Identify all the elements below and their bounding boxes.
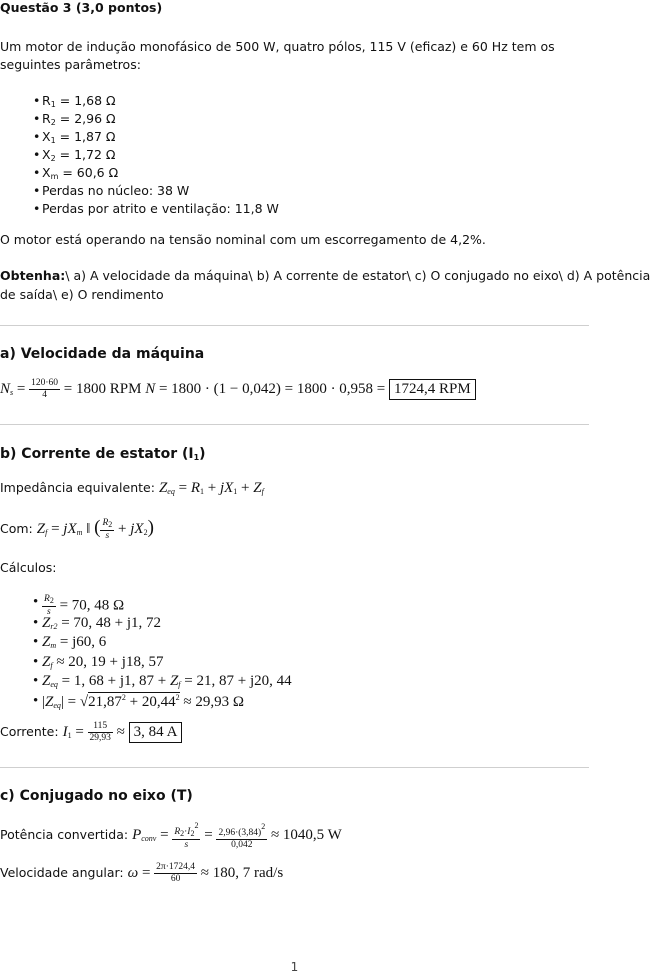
intro-paragraph: Um motor de indução monofásico de 500 W, quatro pólos, 115 V (eficaz) e 60 Hz tem os seguintes parâmetros: <box>0 39 555 72</box>
obtain-line-1: Obtenha:\ a) A velocidade da máquina\ b) A corrente de estator\ c) O conjugado no eixo\ d) A potência <box>0 268 650 283</box>
omega-equation: Velocidade angular: ω = $\frac{2\pi\cdot 1724,4}{60}$ ≈ 180, 7 rad/s <box>0 862 284 884</box>
current-result-box: 3, 84 A <box>129 722 183 743</box>
divider <box>0 325 589 326</box>
zf-equation: Com: $Z_f = jX_m$ ‖ ( $\frac{R_2}{s}$ + $jX_2$) <box>0 517 154 541</box>
obtain-line-2: de saída\ e) O rendimento <box>0 287 164 302</box>
current-equation: Corrente: $I_1$ = $\frac{115}{29,93}$ ≈ 3, 84 A <box>0 721 182 744</box>
calc-zm: • $Z_m = j60$, 6 <box>42 634 106 651</box>
divider <box>0 767 589 768</box>
impedance-equation: Impedância equivalente: $Z_{eq} = R_1 + jX_1 + Z_f$ <box>0 480 264 496</box>
param-core-loss: • Perdas no núcleo: 38 W <box>42 183 189 198</box>
calc-zr2: • $Z_{r2} = 70$, 48 + j1, 72 <box>42 615 161 632</box>
section-c-title: c) Conjugado no eixo (T) <box>0 788 193 804</box>
speed-result-box: 1724,4 RPM <box>389 379 476 400</box>
calculations-label: Cálculos: <box>0 560 57 575</box>
param-x2: • $X_2 = 1,72$ Ω <box>42 147 115 163</box>
section-a-title: a) Velocidade da máquina <box>0 346 205 362</box>
calc-r2-over-s: • $\frac{R_2}{s}$ = 70, 48 Ω <box>42 594 124 618</box>
param-x1: • $X_1 = 1,87$ Ω <box>42 129 115 145</box>
question-title: Questão 3 (3,0 pontos) <box>0 0 163 15</box>
param-friction-loss: • Perdas por atrito e ventilação: 11,8 W <box>42 201 279 216</box>
operating-condition: O motor está operando na tensão nominal com um escorregamento de 4,2%. <box>0 232 486 247</box>
pconv-equation: Potência convertida: $P_{conv}$ = $\frac{R_2\cdot I_2^2}{s}$ = $\frac{2,96\cdot(3,84)^2}{0,042}$ ≈ 1040,5 W <box>0 821 342 850</box>
calc-zf: • $Z_f \approx 20$, 19 + j18, 57 <box>42 654 163 671</box>
param-r2: • $R_2 = 2,96$ Ω <box>42 111 116 127</box>
page-number: 1 <box>290 960 299 974</box>
speed-equation: $N_s$ = $\frac{120\cdot 60}{4}$ = 1800 RPM N = 1800 · (1 − 0,042) = 1800 · 0,958 = 1724,4 RPM <box>0 378 476 401</box>
param-r1: • $R_1 = 1,68$ Ω <box>42 93 116 109</box>
section-b-title: b) Corrente de estator $(I_1)$ <box>0 446 206 462</box>
calc-zeq: • $Z_{eq} = 1$, 68 + j1, $87 + Z_f = 21$, 87 + j20, 44 <box>42 673 292 690</box>
calc-zeq-magnitude: • $|Z_{eq}| = √21,87^2 + 20,44^2 \approx 29,93$ Ω <box>42 693 244 711</box>
param-xm: • $X_m = 60,6$ Ω <box>42 165 118 181</box>
divider <box>0 424 589 425</box>
